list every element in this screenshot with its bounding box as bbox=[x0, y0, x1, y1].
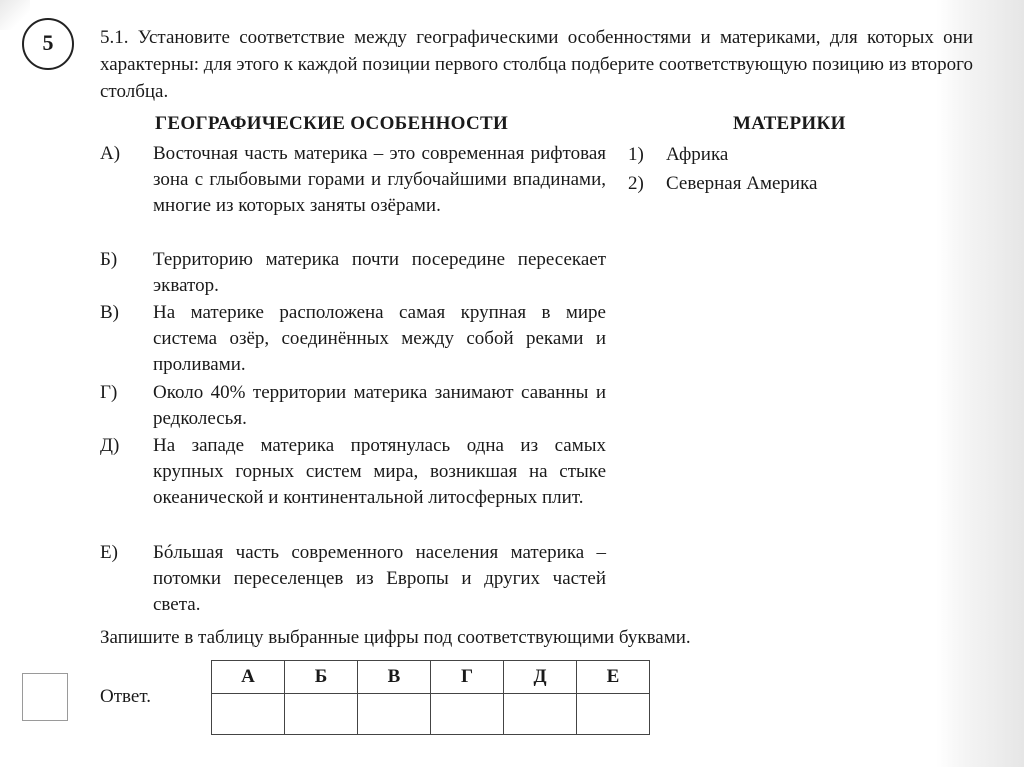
feature-text: Восточная часть материка – это современная рифтовая зона с глыбовыми горами и глубочайшими впадинами, многие из которых заняты озёрами. bbox=[153, 143, 606, 216]
answer-header-e: Е bbox=[577, 661, 650, 694]
answer-cell-e[interactable] bbox=[577, 694, 650, 735]
feature-letter: Г) bbox=[100, 382, 118, 403]
task-prompt: 5.1. Установите соответствие между географическими особенностями и материками, для которых они характерны: для этого к каждой позиции первого столбца подберите соответствующую позицию из второго столбца. bbox=[100, 27, 973, 102]
feature-item-d bbox=[100, 433, 606, 511]
feature-item-v bbox=[100, 300, 606, 378]
answer-header-d: Д bbox=[504, 661, 577, 694]
answer-checkbox[interactable] bbox=[22, 673, 68, 721]
answer-header-v: В bbox=[358, 661, 431, 694]
answer-label: Ответ. bbox=[100, 686, 151, 707]
feature-item-g bbox=[100, 380, 606, 432]
answer-cell-a[interactable] bbox=[212, 694, 285, 735]
instruction-text: Запишите в таблицу выбранные цифры под соответствующими буквами. bbox=[100, 627, 691, 648]
feature-text: Около 40% территории материка занимают саванны и редколесья. bbox=[153, 382, 606, 429]
answer-cell-b[interactable] bbox=[285, 694, 358, 735]
continents-column-header: МАТЕРИКИ bbox=[733, 113, 846, 134]
feature-letter: А) bbox=[100, 143, 121, 164]
feature-item-b bbox=[100, 247, 606, 299]
feature-letter: В) bbox=[100, 302, 119, 323]
feature-text: Территорию материка почти посередине пересекает экватор. bbox=[153, 249, 606, 296]
page-corner-shadow bbox=[0, 0, 30, 30]
feature-text: На западе материка протянулась одна из самых крупных горных систем мира, возникшая на стыке океанической и континентальной литосферных плит. bbox=[153, 435, 606, 508]
task-number-badge: 5 bbox=[22, 18, 74, 70]
continent-name: Северная Америка bbox=[666, 173, 818, 194]
answer-table bbox=[211, 660, 650, 735]
feature-item-e bbox=[100, 540, 606, 618]
continent-item-2 bbox=[628, 170, 817, 197]
feature-item-a bbox=[100, 141, 606, 219]
answer-cell-g[interactable] bbox=[431, 694, 504, 735]
continent-name: Африка bbox=[666, 144, 729, 165]
answer-cell-v[interactable] bbox=[358, 694, 431, 735]
page-edge-shadow bbox=[936, 0, 1024, 767]
feature-letter: Б) bbox=[100, 249, 118, 270]
answer-cell-d[interactable] bbox=[504, 694, 577, 735]
continent-number: 2) bbox=[628, 173, 644, 194]
answer-header-a: А bbox=[212, 661, 285, 694]
answer-table-header-row bbox=[212, 661, 650, 694]
feature-letter: Е) bbox=[100, 542, 118, 563]
continent-item-1 bbox=[628, 141, 728, 168]
answer-table-input-row bbox=[212, 694, 650, 735]
continent-number: 1) bbox=[628, 144, 644, 165]
feature-letter: Д) bbox=[100, 435, 120, 456]
feature-text: Бóльшая часть современного населения материка – потомки переселенцев из Европы и других частей света. bbox=[153, 542, 606, 615]
answer-header-g: Г bbox=[431, 661, 504, 694]
feature-text: На материке расположена самая крупная в мире система озёр, соединённых между собой реками и проливами. bbox=[153, 302, 606, 375]
features-column-header: ГЕОГРАФИЧЕСКИЕ ОСОБЕННОСТИ bbox=[155, 113, 509, 134]
answer-header-b: Б bbox=[285, 661, 358, 694]
